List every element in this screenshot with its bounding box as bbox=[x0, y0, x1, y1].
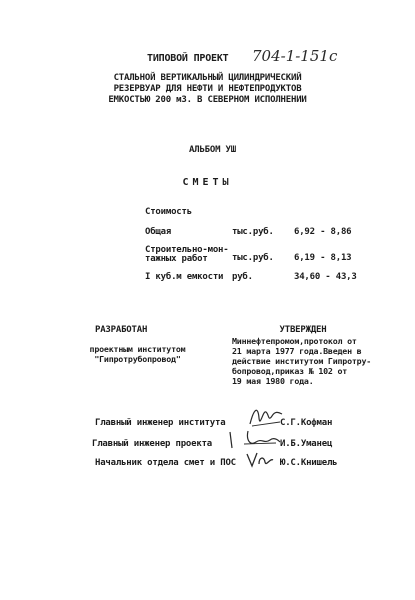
cost-heading: Стоимость bbox=[145, 207, 192, 217]
signature-name: Ю.С.Книшель bbox=[280, 458, 338, 468]
project-number-handwritten: 704-1-151c bbox=[252, 47, 338, 65]
cost-row-value: 6,19 - 8,13 bbox=[294, 253, 352, 263]
developed-line-2: "Гипротрубопровод" bbox=[94, 354, 181, 364]
cost-row-unit: тыс.руб. bbox=[232, 253, 274, 263]
signature-mark-icon bbox=[248, 404, 284, 430]
signature-role: Начальник отдела смет и ПОС bbox=[95, 458, 236, 468]
cost-row-label: I куб.м емкости bbox=[145, 272, 224, 282]
approved-heading: УТВЕРЖДЕН bbox=[279, 325, 327, 335]
approved-line-2: 21 марта 1977 года.Введен в bbox=[232, 346, 362, 356]
cost-row-value: 6,92 - 8,86 bbox=[294, 227, 352, 237]
approved-line-1: Миннефтепромом,протокол от bbox=[232, 336, 357, 346]
cost-row-label: Строительно-мон- тажных работ bbox=[145, 245, 229, 264]
cost-row-unit: руб. bbox=[232, 272, 253, 282]
approved-line-5: 19 мая 1980 года. bbox=[232, 376, 314, 386]
section-title: СМЕТЫ bbox=[182, 177, 233, 188]
signature-role: Главный инженер института bbox=[95, 418, 226, 428]
signature-mark-icon bbox=[226, 428, 282, 450]
project-type-label: ТИПОВОЙ ПРОЕКТ bbox=[147, 53, 229, 64]
title-line-1: СТАЛЬНОЙ ВЕРТИКАЛЬНЫЙ ЦИЛИНДРИЧЕСКИЙ bbox=[113, 73, 302, 83]
signature-name: И.Б.Уманец bbox=[280, 439, 333, 449]
cost-row-unit: тыс.руб. bbox=[232, 227, 274, 237]
signature-role: Главный инженер проекта bbox=[92, 439, 213, 449]
cost-row-label: Общая bbox=[145, 227, 172, 237]
approved-line-4: бопровод,приказ № 102 от bbox=[232, 366, 348, 376]
developed-line-1: проектным институтом bbox=[89, 344, 186, 354]
album-label: АЛЬБОМ УШ bbox=[189, 145, 236, 155]
signature-mark-icon bbox=[244, 448, 278, 470]
cost-row-value: 34,60 - 43,3 bbox=[294, 272, 357, 282]
signature-name: С.Г.Кофман bbox=[280, 418, 333, 428]
developed-heading: РАЗРАБОТАН bbox=[95, 325, 148, 335]
title-line-3: ЕМКОСТЬЮ 200 м3. В СЕВЕРНОМ ИСПОЛНЕНИИ bbox=[108, 95, 307, 105]
approved-line-3: действие институтом Гипротру- bbox=[232, 356, 372, 366]
title-line-2: РЕЗЕРВУАР ДЛЯ НЕФТИ И НЕФТЕПРОДУКТОВ bbox=[113, 84, 302, 94]
